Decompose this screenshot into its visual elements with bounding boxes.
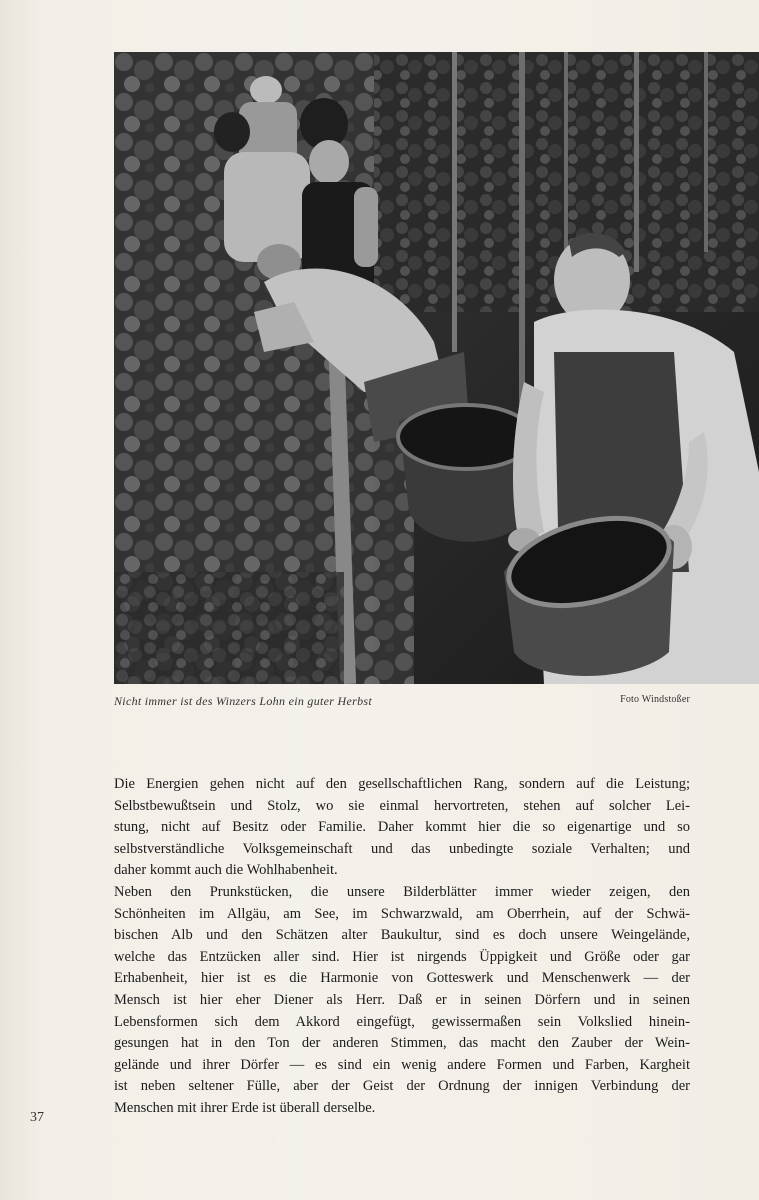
photo-caption-row xyxy=(114,694,690,712)
text-line: Neben den Prunkstücken, die unsere Bilderblätter immer wieder zeigen, den xyxy=(114,883,690,900)
text-line: Die Energien gehen nicht auf den gesellschaftlichen Rang, sondern auf die Leistung; xyxy=(114,776,690,792)
text-line: daher kommt auch die Wohlhabenheit. xyxy=(114,862,338,879)
text-line: selbstverständliche Volksgemeinschaft und das unbedingte soziale Verhalten; und xyxy=(114,840,690,857)
text-line: Selbstbewußtsein und Stolz, wo sie einmal hervortreten, stehen auf solcher Lei- xyxy=(114,797,690,814)
text-line: Lebensformen sich dem Akkord eingefügt, gewissermaßen sein Volkslied hinein- xyxy=(114,1013,690,1030)
body-text xyxy=(114,774,690,1120)
vineyard-photo xyxy=(114,52,759,684)
text-line: stung, nicht auf Besitz oder Familie. Daher kommt hier die so eigenartige und so xyxy=(114,819,690,836)
text-line: welche das Entzücken aller sind. Hier ist nirgends Üppigkeit und Größe oder gar xyxy=(114,948,690,965)
text-line: Schönheiten im Allgäu, am See, im Schwarzwald, am Oberrhein, auf der Schwä- xyxy=(114,905,690,922)
page-number: 37 xyxy=(30,1110,44,1125)
vineyard-harvest-image xyxy=(114,52,759,684)
text-line: gelände und ihrer Dörfer — es sind ein wenig andere Formen und Farben, Kargheit xyxy=(114,1056,690,1073)
text-line: Mensch ist hier eher Diener als Herr. Daß er in seinen Dörfern und in seinen xyxy=(114,991,690,1008)
text-line: bischen Alb und den Schätzen alter Baukultur, sind es doch unsere Weingelände, xyxy=(114,927,690,944)
photo-caption: Nicht immer ist des Winzers Lohn ein guter Herbst xyxy=(114,694,373,708)
text-line: Erhabenheit, hier ist es die Harmonie von Gotteswerk und Menschenwerk — der xyxy=(114,970,690,987)
text-line: ist neben seltener Fülle, aber der Geist der Ordnung der innigen Verbindung der xyxy=(114,1078,690,1095)
text-line: Menschen mit ihrer Erde ist überall derselbe. xyxy=(114,1099,376,1116)
photo-credit: Foto Windstoßer xyxy=(620,694,690,705)
text-line: gesungen hat in den Ton der anderen Stimmen, das macht den Zauber der Wein- xyxy=(114,1035,690,1052)
